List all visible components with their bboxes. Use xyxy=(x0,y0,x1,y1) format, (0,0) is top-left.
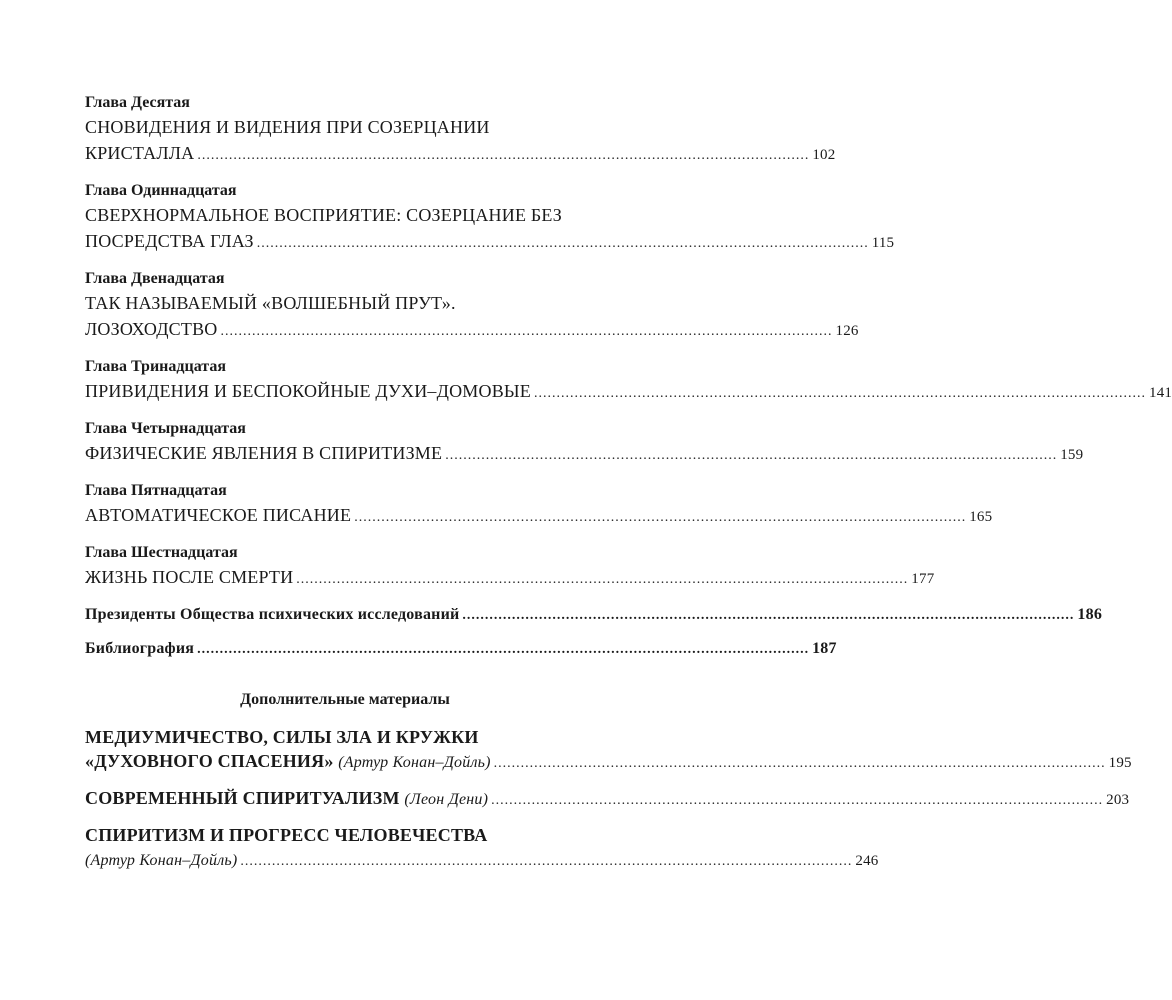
chapter-title-last xyxy=(85,140,836,169)
page-number: 115 xyxy=(871,235,895,251)
toc-entry-presidents[interactable] xyxy=(85,604,1103,627)
extra-title-text: «ДУХОВНОГО СПАСЕНИЯ» xyxy=(85,751,334,771)
dot-leader: ........................................................................................................................................ xyxy=(296,572,909,587)
dot-leader: ........................................................................................................................................ xyxy=(445,448,1058,463)
chapter-title-text: ФИЗИЧЕСКИЕ ЯВЛЕНИЯ В СПИРИТИЗМЕ xyxy=(85,443,443,463)
chapter-title-last xyxy=(85,378,1172,407)
extra-title-last xyxy=(85,786,1130,813)
chapter-title-last xyxy=(85,316,859,345)
chapter-title-text: АВТОМАТИЧЕСКОЕ ПИСАНИЕ xyxy=(85,505,352,525)
toc-entry-chapter-10[interactable] xyxy=(85,92,836,169)
page-number: 203 xyxy=(1106,792,1130,808)
chapter-title-line: СВЕРХНОРМАЛЬНОЕ ВОСПРИЯТИЕ: СОЗЕРЦАНИЕ БЕЗ xyxy=(85,205,563,225)
toc-entry-chapter-14[interactable] xyxy=(85,418,1084,469)
chapter-heading: Глава Четырнадцатая xyxy=(85,420,246,437)
toc-entry-chapter-16[interactable] xyxy=(85,542,935,593)
page-number: 195 xyxy=(1108,755,1132,771)
dot-leader: ........................................................................................................................................ xyxy=(462,608,1075,623)
extra-author: (Леон Дени) xyxy=(404,791,489,808)
chapter-title-text: ЖИЗНЬ ПОСЛЕ СМЕРТИ xyxy=(85,567,294,587)
toc-entry-chapter-11[interactable] xyxy=(85,180,895,257)
toc-entry-extra-1[interactable] xyxy=(85,725,1132,776)
toc-entry-chapter-12[interactable] xyxy=(85,268,859,345)
toc-entry-extra-2[interactable] xyxy=(85,786,1130,813)
extra-title-last xyxy=(85,847,879,874)
dot-leader: ........................................................................................................................................ xyxy=(491,793,1104,808)
page-number: 102 xyxy=(812,147,836,163)
page-number: 186 xyxy=(1077,606,1103,623)
toc-entry-bibliography[interactable] xyxy=(85,638,837,661)
dot-leader: ........................................................................................................................................ xyxy=(197,148,810,163)
chapter-title-last xyxy=(85,564,935,593)
chapter-title-line: СНОВИДЕНИЯ И ВИДЕНИЯ ПРИ СОЗЕРЦАНИИ xyxy=(85,117,490,137)
extra-title-text: СОВРЕМЕННЫЙ СПИРИТУАЛИЗМ xyxy=(85,788,400,808)
chapter-heading: Глава Шестнадцатая xyxy=(85,544,238,561)
dot-leader: ........................................................................................................................................ xyxy=(220,324,833,339)
page-number: 159 xyxy=(1060,447,1084,463)
extra-title-last xyxy=(85,749,1132,776)
toc-page xyxy=(85,92,1172,884)
dot-leader: ........................................................................................................................................ xyxy=(354,510,967,525)
chapter-heading: Глава Двенадцатая xyxy=(85,270,225,287)
bibliography-line xyxy=(85,638,837,661)
page-number: 126 xyxy=(835,323,859,339)
extra-title-line: СПИРИТИЗМ И ПРОГРЕСС ЧЕЛОВЕЧЕСТВА xyxy=(85,825,488,845)
presidents-line xyxy=(85,604,1103,627)
dot-leader: ........................................................................................................................................ xyxy=(534,386,1146,401)
page-number: 141 xyxy=(1149,385,1172,401)
chapter-title-text: ЛОЗОХОДСТВО xyxy=(85,319,218,339)
dot-leader: ........................................................................................................................................ xyxy=(256,236,869,251)
chapter-heading: Глава Пятнадцатая xyxy=(85,482,227,499)
chapter-title-last xyxy=(85,440,1084,469)
chapter-heading: Глава Одиннадцатая xyxy=(85,182,237,199)
extra-title-line: МЕДИУМИЧЕСТВО, СИЛЫ ЗЛА И КРУЖКИ xyxy=(85,727,479,747)
page-number: 165 xyxy=(969,509,993,525)
extra-author: (Артур Конан–Дойль) xyxy=(85,852,238,869)
chapter-title-last xyxy=(85,502,993,531)
additional-materials-heading: Дополнительные материалы xyxy=(240,691,450,708)
dot-leader: ........................................................................................................................................ xyxy=(493,756,1106,771)
page-number: 187 xyxy=(812,640,837,657)
chapter-heading: Глава Десятая xyxy=(85,94,190,111)
chapter-title-text: КРИСТАЛЛА xyxy=(85,143,195,163)
extra-author: (Артур Конан–Дойль) xyxy=(338,754,491,771)
bibliography-title: Библиография xyxy=(85,640,195,657)
chapter-heading: Глава Тринадцатая xyxy=(85,358,226,375)
page-number: 246 xyxy=(855,853,879,869)
toc-entry-chapter-15[interactable] xyxy=(85,480,993,531)
toc-entry-chapter-13[interactable] xyxy=(85,356,1172,407)
presidents-title: Президенты Общества психических исследований xyxy=(85,606,460,623)
toc-entry-extra-3[interactable] xyxy=(85,823,879,874)
dot-leader: ........................................................................................................................................ xyxy=(197,642,810,657)
chapter-title-text: ПОСРЕДСТВА ГЛАЗ xyxy=(85,231,254,251)
chapter-title-text: ПРИВИДЕНИЯ И БЕСПОКОЙНЫЕ ДУХИ–ДОМОВЫЕ xyxy=(85,381,531,401)
page-number: 177 xyxy=(911,571,935,587)
chapter-title-last xyxy=(85,228,895,257)
dot-leader: ........................................................................................................................................ xyxy=(240,854,853,869)
chapter-title-line: ТАК НАЗЫВАЕМЫЙ «ВОЛШЕБНЫЙ ПРУТ». xyxy=(85,293,456,313)
